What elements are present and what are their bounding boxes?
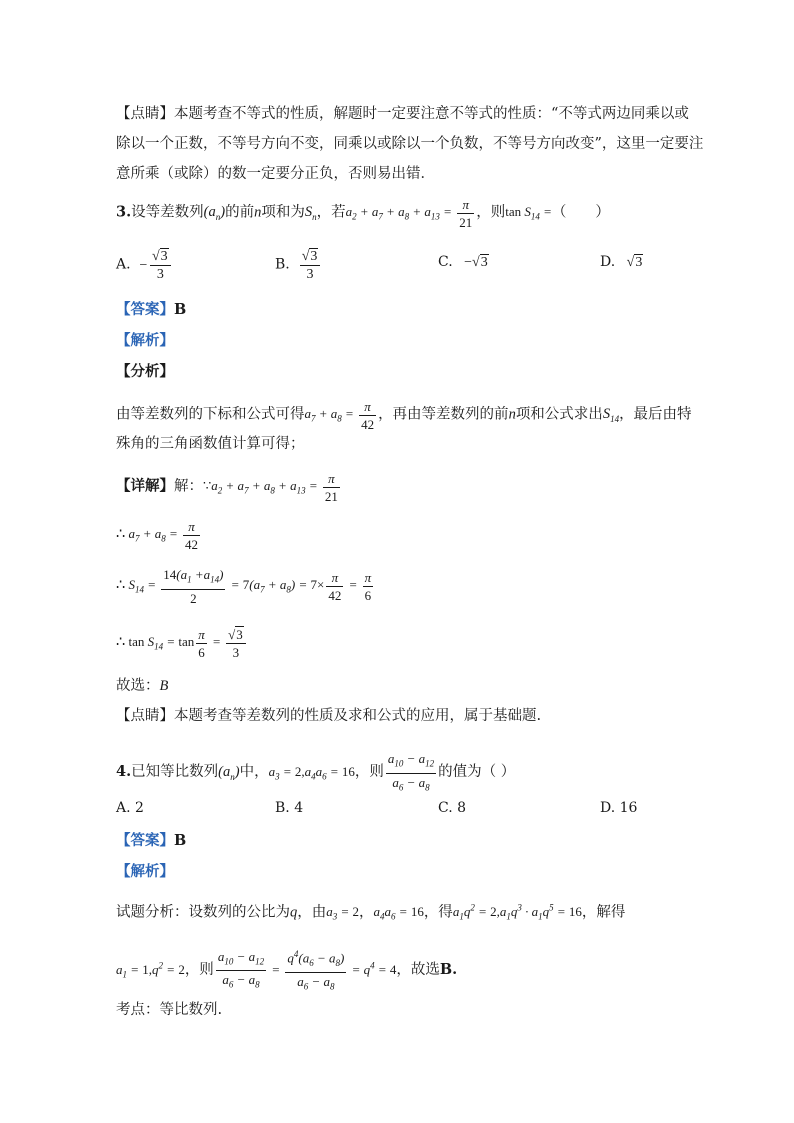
q4-fraction: $\frac{a_{10} - a_{12}}{a_6 - a_8}$ (387, 751, 435, 793)
intro-line-1 (116, 104, 689, 124)
q4-q: q (290, 904, 298, 921)
intro-line-3 (116, 164, 435, 184)
q3-therefore-1: ∴ (116, 526, 126, 543)
q3-option-c[interactable] (438, 254, 489, 271)
q3-detail-eq4: $\tan S_{14} = \tan$ $\frac{\pi}{6}$ = $\frac{√3}{3}$ (125, 634, 248, 649)
q4-analysis-tag: 【解析】 (116, 863, 174, 880)
q3-stem (116, 196, 610, 231)
q3-option-d[interactable] (600, 254, 643, 271)
q3-dianjing-text: 【点睛】本题考查等差数列的性质及求和公式的应用，属于基础题. (116, 708, 542, 724)
q3-therefore-3: ∴ (116, 634, 126, 651)
q3-option-a-label: A. (116, 256, 131, 273)
q3-detail-line-3 (116, 566, 375, 607)
q3-detail-line-2 (116, 518, 202, 553)
intro-text-2: 除以一个正数，不等号方向不变，同乘以或除以一个负数，不等号方向改变”，这里一定要注 (116, 136, 704, 152)
q3-option-c-label: C. (438, 254, 453, 270)
q3-answer (116, 300, 186, 320)
q3-fenxi (116, 362, 174, 382)
q3-fenxi-tag: 【分析】 (116, 363, 174, 380)
q3-choose-value: B (159, 678, 169, 694)
q3-option-a[interactable] (116, 248, 173, 283)
q3-stem-d: ，若 (316, 204, 346, 221)
q4-sol-h: B. (439, 960, 458, 978)
q4-kaodian (116, 1000, 222, 1020)
q3-detail-eq1: $\because a_2 + a_7 + a_8 + a_{13}$ = $\frac{\pi}{21}$ (203, 471, 338, 504)
q3-detail-tag: 【详解】 (116, 477, 174, 495)
q4-result: $a_1 = 1,q^2 = 2$ (116, 960, 185, 980)
q3-detail-a: 解： (174, 478, 203, 495)
q4-answer-value: B (174, 832, 187, 849)
q3-fenxi-c: 项和公式求出 (515, 406, 603, 423)
q3-stem-b: 的前 (225, 204, 255, 221)
q3-n: n (254, 204, 262, 221)
q4-option-b-text: B. 4 (275, 800, 304, 816)
q4-sol-f: ，则 (184, 961, 214, 978)
q3-option-d-value: √3 (619, 255, 643, 270)
q3-fenxi-b: ，再由等差数列的前 (378, 406, 509, 423)
q3-option-b-label: B. (275, 256, 290, 273)
q3-choose-text: 故选： (116, 678, 160, 694)
q3-choose (116, 676, 168, 696)
q4-solution-line-1 (116, 898, 625, 927)
q4-option-a-text: A. 2 (116, 800, 144, 816)
q3-detail-eq2: $a_7 + a_8$ = $\frac{\pi}{42}$ (125, 519, 199, 552)
q4-option-d-text: D. 16 (600, 800, 638, 816)
q3-fenxi-line-1 (116, 398, 692, 433)
q4-seq: $(a_n)$ (218, 764, 240, 782)
q4-a4a6: $a_4a_6 = 16$ (373, 904, 424, 922)
q3-fenxi-s14: $S_{14}$ (602, 406, 620, 425)
q3-answer-value: B (174, 301, 187, 318)
q4-stem-a: 已知等比数列 (131, 764, 219, 781)
intro-text-3: 意所乘（或除）的数一定要分正负，否则易出错． (116, 166, 435, 182)
q3-stem-a: 设等差数列 (131, 204, 204, 221)
q3-fenxi-a: 由等差数列的下标和公式可得 (116, 406, 305, 423)
q3-detail-eq3: $S_{14}$ = $\frac{14(a_1 +a_{14})}{2}$ = $7(a_7 + a_8) = 7\times$ $\frac{\pi}{42}$ = $\frac{\pi}{6}$ (125, 567, 372, 606)
q3-sn: $S_n$ (304, 204, 317, 223)
q3-analysis (116, 331, 174, 351)
q3-option-d-label: D. (600, 254, 616, 270)
q3-option-b[interactable] (275, 248, 322, 283)
q4-system: $a_1q^2 = 2,a_1q^3 \cdot a_1q^5 = 16$ (452, 903, 582, 922)
q3-stem-f: （ ） (551, 204, 610, 221)
q4-sol-a: 试题分析：设数列的公比为 (116, 904, 290, 921)
q3-target: $\tan S_{14}$ = (505, 204, 552, 223)
q4-final-eq: $\frac{a_{10} - a_{12}}{a_6 - a_8}$ = $\frac{q^4(a_6 - a_8)}{a_6 - a_8}$ = $q^4 = 4$ (214, 962, 397, 977)
q4-option-b[interactable] (275, 800, 303, 816)
q3-fenxi-d: ，最后由特 (619, 406, 692, 423)
q4-a3: $a_3 = 2$ (326, 904, 360, 922)
q4-solution-line-2 (116, 946, 457, 996)
q4-sol-g: ，故选 (396, 961, 440, 978)
q3-fenxi-eq: $a_7 + a_8$ = $\frac{\pi}{42}$ (304, 399, 375, 432)
q4-kaodian-text: 考点：等比数列. (116, 1002, 223, 1018)
q4-analysis (116, 862, 174, 882)
q4-option-c[interactable] (438, 800, 466, 816)
intro-text-1: 【点睛】本题考查不等式的性质，解题时一定要注意不等式的性质：“不等式两边同乘以或 (116, 106, 689, 122)
q3-fenxi-n: n (508, 406, 516, 423)
q4-stem-c: ，则 (354, 764, 384, 781)
q4-stem-b: 中， (239, 764, 269, 781)
q4-option-a[interactable] (116, 800, 144, 816)
q3-detail-line-4 (116, 626, 248, 661)
q4-sol-d: ，得 (423, 904, 453, 921)
q4-answer-tag: 【答案】 (116, 832, 174, 849)
q4-condition: $a_3 = 2,a_4a_6 = 16$ (268, 764, 355, 782)
q3-option-b-value: $\frac{√3}{3}$ (294, 258, 322, 273)
q4-sol-c: ， (359, 904, 374, 921)
q3-option-a-value: − $\frac{√3}{3}$ (135, 258, 173, 273)
q3-condition: $a_2 + a_7 + a_8 + a_{13}$ = $\frac{\pi}{21}$ (345, 197, 473, 230)
q3-answer-tag: 【答案】 (116, 301, 174, 318)
q4-option-d[interactable] (600, 800, 637, 816)
intro-line-2 (116, 134, 703, 154)
q4-answer (116, 831, 186, 851)
q3-analysis-tag: 【解析】 (116, 332, 174, 349)
q4-stem (116, 750, 515, 796)
q3-therefore-2: ∴ (116, 577, 126, 594)
q3-option-c-value: −√3 (457, 255, 488, 270)
q4-stem-d: 的值为（ ） (438, 764, 516, 781)
q4-option-c-text: C. 8 (438, 800, 467, 816)
q4-sol-b: ，由 (297, 904, 327, 921)
q3-stem-c: 项和为 (261, 204, 305, 221)
q3-dianjing (116, 706, 541, 726)
q3-number: 3. (116, 203, 132, 221)
q3-detail-line-1 (116, 470, 342, 505)
q3-fenxi-line-2 (116, 434, 305, 454)
q4-number: 4. (116, 763, 132, 781)
q3-fenxi-line2-text: 殊角的三角函数值计算可得； (116, 436, 305, 452)
q4-sol-e: ，解得 (581, 904, 626, 921)
q3-stem-e: ，则 (476, 204, 506, 221)
q3-seq: $(a_n)$ (203, 204, 226, 223)
